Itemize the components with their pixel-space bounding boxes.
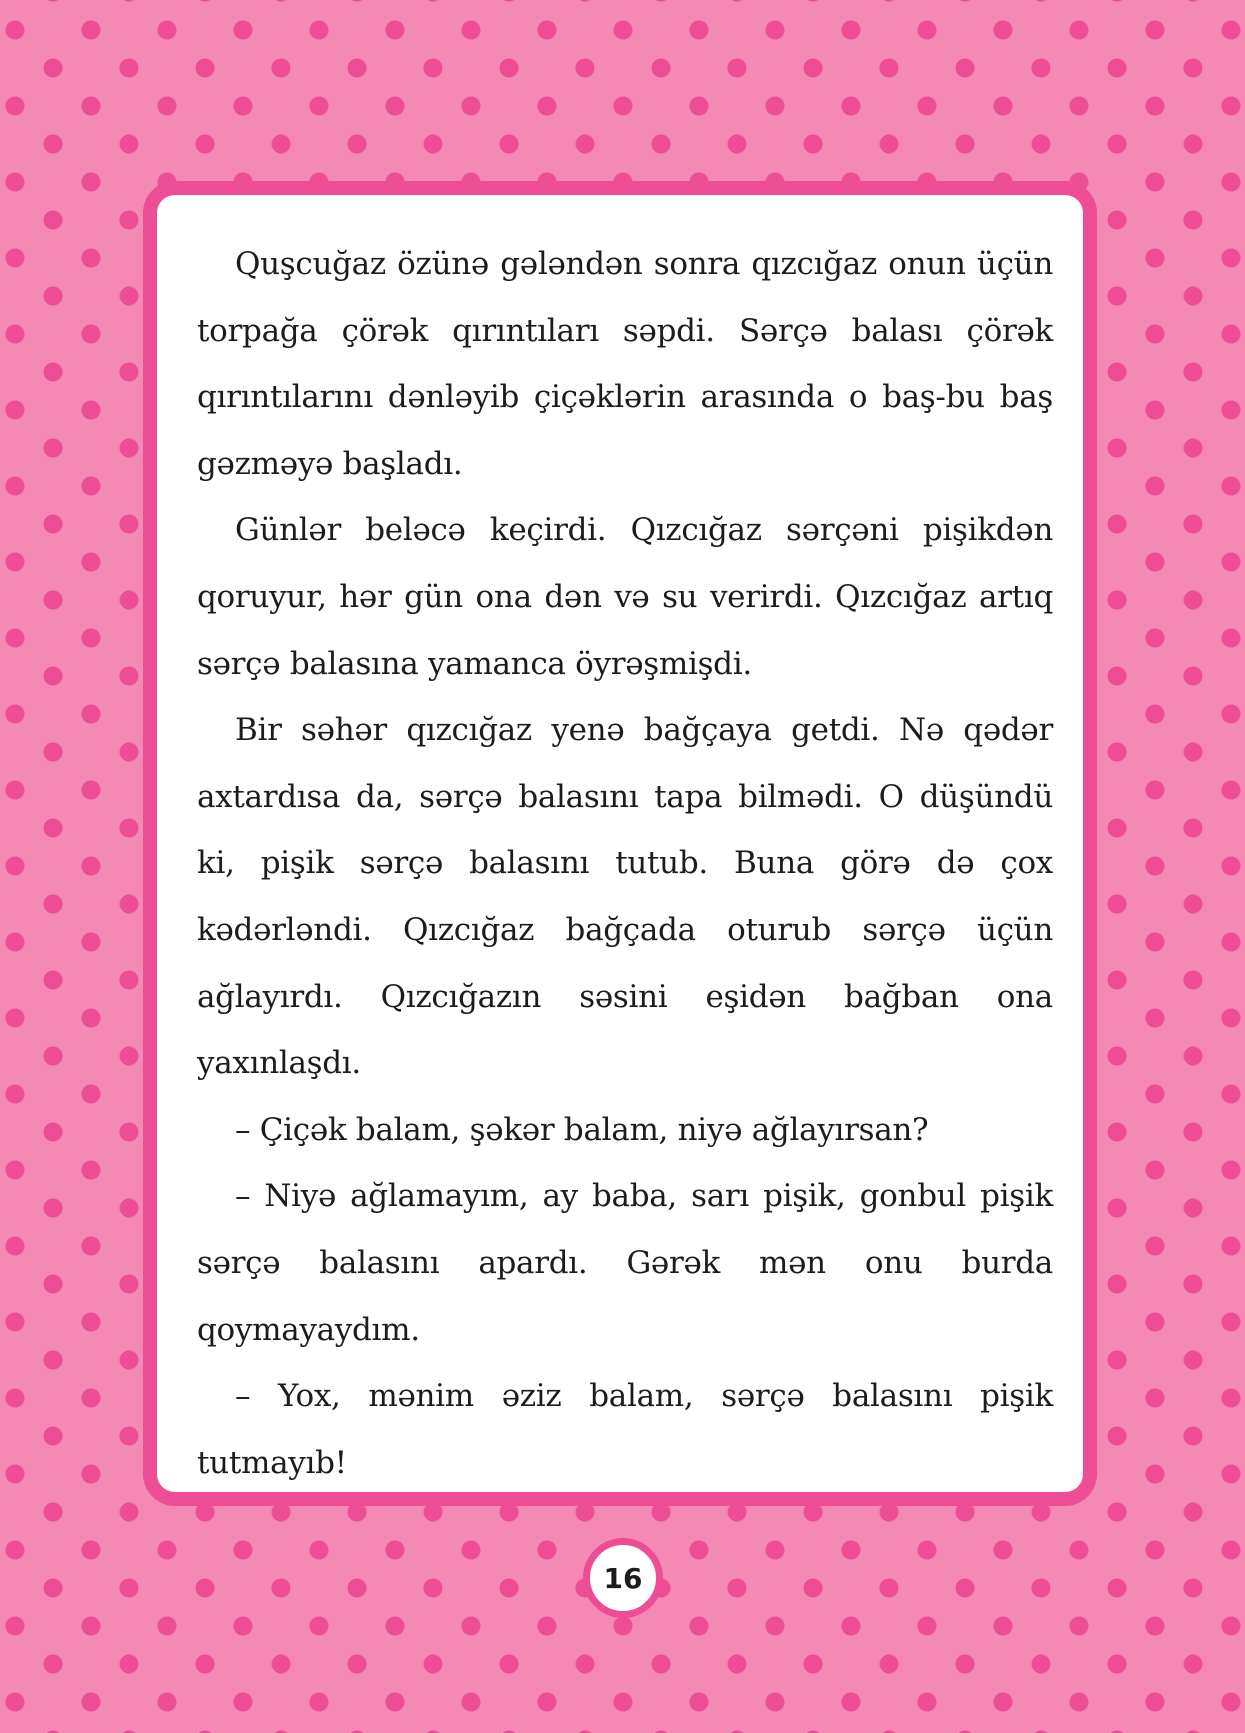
- story-paragraph: Quşcuğaz özünə gələndən sonra qızcığaz onun üçün torpağa çörək qırıntıları səpdi. Sərçə balası çörək qırıntılarını dənləyib çiçəklərin arasında o baş-bu baş gəzməyə başladı.: [197, 246, 1053, 482]
- page-number-badge: [583, 1538, 663, 1618]
- story-paragraph: Günlər beləcə keçirdi. Qızcığaz sərçəni pişikdən qoruyur, hər gün ona dən və su verirdi. Qızcığaz artıq sərçə balasına yamanca öyrəşmişdi.: [197, 512, 1053, 682]
- page-number: 16: [603, 1561, 643, 1595]
- dialogue-line: – Çiçək balam, şəkər balam, niyə ağlayırsan?: [235, 1111, 929, 1148]
- story-frame: [143, 181, 1097, 1506]
- dialogue-line: – Niyə ağlamayım, ay baba, sarı pişik, gonbul pişik sərçə balasını apardı. Gərək mən onu burda qoymayaydım.: [197, 1178, 1053, 1348]
- dialogue-line: – Yox, mənim əziz balam, sərçə balasını pişik tutmayıb!: [197, 1378, 1053, 1481]
- story-text: [197, 231, 1053, 1496]
- story-paragraph: Bir səhər qızcığaz yenə bağçaya getdi. Nə qədər axtardısa da, sərçə balasını tapa bilmədi. O düşündü ki, pişik sərçə balasını tutub. Buna görə də çox kədərləndi. Qızcığaz bağçada oturub sərçə üçün ağlayırdı. Qızcığazın səsini eşidən bağban ona yaxınlaşdı.: [197, 712, 1053, 1082]
